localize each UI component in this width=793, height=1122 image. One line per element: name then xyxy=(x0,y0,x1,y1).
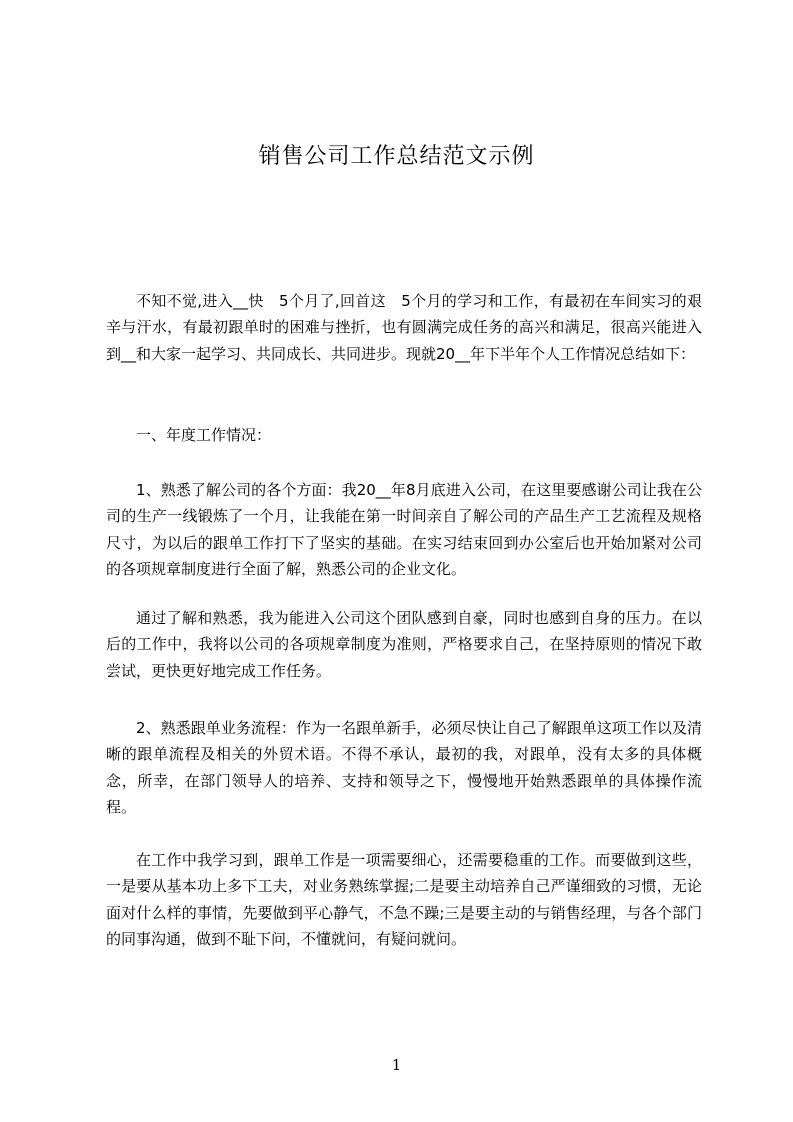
section-heading-annual-work: 一、年度工作情况： xyxy=(136,426,272,444)
paragraph-order-process: 2、熟悉跟单业务流程：作为一名跟单新手，必须尽快让自己了解跟单这项工作以及清晰的跟单流程及相关的外贸术语。不得不承认，最初的我，对跟单，没有太多的具体概念，所幸，在部门领导人的培养、支持和领导之下，慢慢地开始熟悉跟单的具体操作流程。 xyxy=(106,719,702,817)
paragraph-intro: 不知不觉,进入__快 5个月了,回首这 5个月的学习和工作，有最初在车间实习的艰辛与汗水，有最初跟单时的困难与挫折，也有圆满完成任务的高兴和满足，很高兴能进入到__和大家一起学习、共同成长、共同进步。现就20__年下半年个人工作情况总结如下： xyxy=(106,292,702,363)
paragraph-team-pride: 通过了解和熟悉，我为能进入公司这个团队感到自豪，同时也感到自身的压力。在以后的工作中，我将以公司的各项规章制度为准则，严格要求自己，在坚持原则的情况下敢尝试，更快更好地完成工作任务。 xyxy=(106,609,702,680)
paragraph-company-familiarization: 1、熟悉了解公司的各个方面：我20__年8月底进入公司，在这里要感谢公司让我在公司的生产一线锻炼了一个月，让我能在第一时间亲自了解公司的产品生产工艺流程及规格尺寸，为以后的跟单工作打下了坚实的基础。在实习结束回到办公室后也开始加紧对公司的各项规章制度进行全面了解，熟悉公司的企业文化。 xyxy=(106,481,702,579)
document-title: 销售公司工作总结范文示例 xyxy=(258,144,535,169)
page-number: 1 xyxy=(391,1056,402,1074)
paragraph-work-lessons: 在工作中我学习到，跟单工作是一项需要细心，还需要稳重的工作。而要做到这些，一是要从基本功上多下工夫，对业务熟练掌握;二是要主动培养自己严谨细致的习惯，无论面对什么样的事情，先要做到平心静气，不急不躁;三是要主动的与销售经理，与各个部门的同事沟通，做到不耻下问，不懂就问，有疑问就问。 xyxy=(106,851,702,949)
